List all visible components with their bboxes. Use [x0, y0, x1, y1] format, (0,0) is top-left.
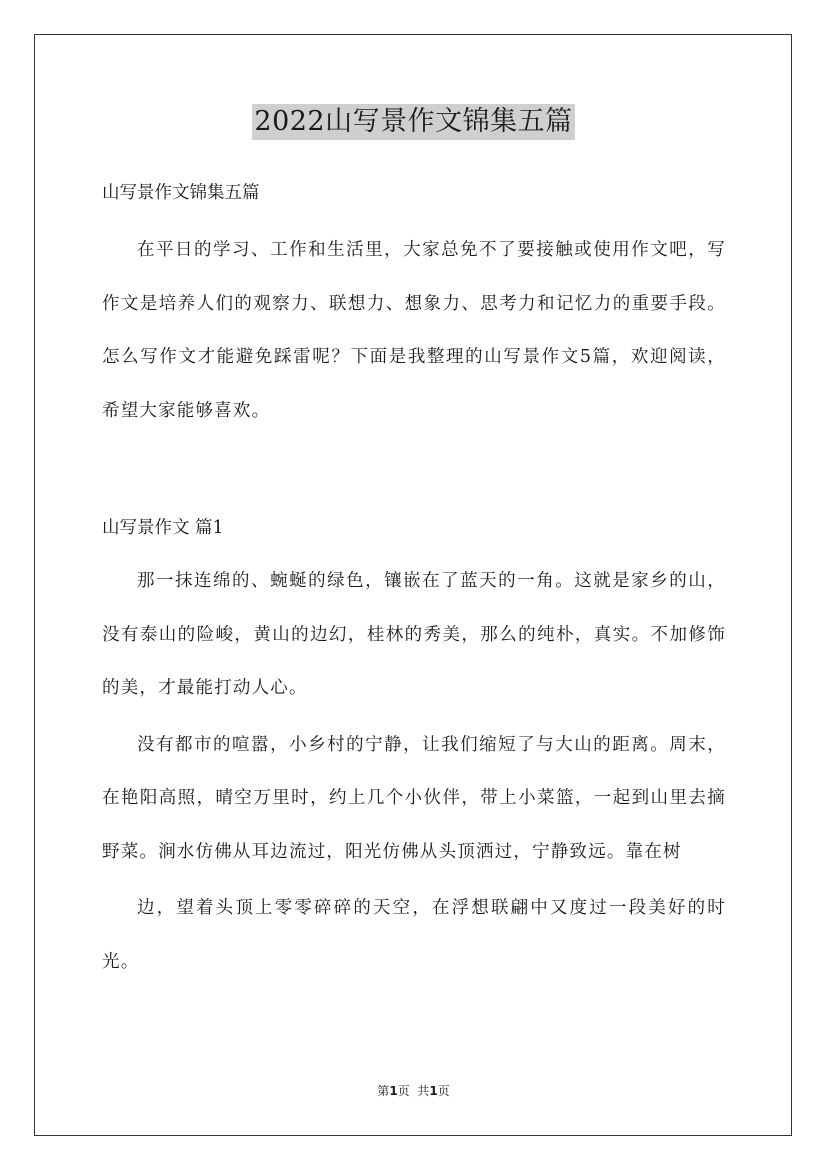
- document-subtitle: 山写景作文锦集五篇: [102, 183, 260, 203]
- footer-prefix: 第: [377, 1084, 390, 1098]
- intro-paragraph: 在平日的学习、工作和生活里，大家总免不了要接触或使用作文吧，写作文是培养人们的观察力、联想力、想象力、思考力和记忆力的重要手段。怎么写作文才能避免踩雷呢？下面是我整理的山写景作文5篇，欢迎阅读，希望大家能够喜欢。: [102, 240, 726, 421]
- footer-page-number: 1: [389, 1084, 398, 1098]
- document-title: 2022山写景作文锦集五篇: [252, 104, 574, 140]
- section-heading: 山写景作文 篇1: [102, 518, 224, 538]
- body-paragraph: 边，望着头顶上零零碎碎的天空，在浮想联翩中又度过一段美好的时光。: [102, 898, 726, 972]
- body-paragraph: 没有都市的喧嚣，小乡村的宁静，让我们缩短了与大山的距离。周末，在艳阳高照，晴空万里时，约上几个小伙伴，带上小菜篮，一起到山里去摘野菜。涧水仿佛从耳边流过，阳光仿佛从头顶洒过，宁静致远。靠在树: [102, 734, 726, 862]
- title-container: [0, 104, 827, 140]
- page-footer: [0, 1083, 827, 1099]
- footer-total-pages: 1: [429, 1084, 438, 1098]
- document-body: [102, 178, 726, 989]
- footer-middle: 页 共: [397, 1084, 430, 1098]
- footer-suffix: 页: [437, 1084, 450, 1098]
- body-paragraph: 那一抹连绵的、蜿蜒的绿色，镶嵌在了蓝天的一角。这就是家乡的山，没有泰山的险峻，黄山的边幻，桂林的秀美，那么的纯朴，真实。不加修饰的美，才最能打动人心。: [102, 571, 726, 698]
